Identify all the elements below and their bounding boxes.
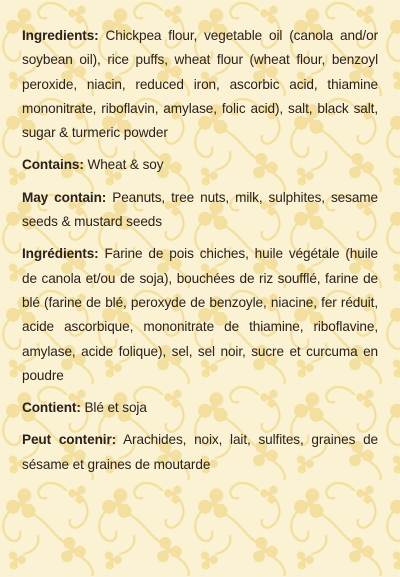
ingredients-en-paragraph [22, 24, 378, 145]
may-contain-fr-paragraph [22, 428, 378, 477]
contains-fr-heading: Contient: [22, 400, 81, 416]
contains-en-paragraph [22, 153, 378, 177]
contains-fr-text: Blé et soja [84, 400, 147, 416]
may-contain-fr-heading: Peut contenir: [22, 432, 117, 448]
ingredients-fr-paragraph [22, 242, 378, 388]
ingredients-fr-text: Farine de pois chiches, huile végétale (huile de canola et/ou de soja), bouchées de riz soufflé, farine de blé (farine de blé, peroxyde de benzoyle, niacine, fer réduit, acide ascorbique, mononitrate de thiamine, riboflavine, amylase, acide folique), sel, sel noir, sucre et curcuma en poudre [22, 246, 378, 383]
contains-fr-paragraph [22, 396, 378, 420]
may-contain-en-heading: May contain: [22, 189, 107, 205]
contains-en-heading: Contains: [22, 157, 84, 173]
contains-en-text: Wheat & soy [87, 157, 164, 173]
ingredients-en-heading: Ingredients: [22, 28, 99, 43]
ingredients-fr-heading: Ingrédients: [22, 246, 99, 262]
may-contain-en-paragraph [22, 186, 378, 235]
may-contain-en-text: Peanuts, tree nuts, milk, sulphites, sesame seeds & mustard seeds [22, 189, 378, 230]
may-contain-fr-text: Arachides, noix, lait, sulfites, graines de sésame et graines de moutarde [22, 432, 378, 472]
ingredients-en-text: Chickpea flour, vegetable oil (canola and/or soybean oil), rice puffs, wheat flour (wheat flour, benzoyl peroxide, niacin, reduced iron, ascorbic acid, thiamine mononitrate, riboflavin, amylase, folic acid), salt, black salt, sugar & turmeric powder [22, 28, 378, 141]
